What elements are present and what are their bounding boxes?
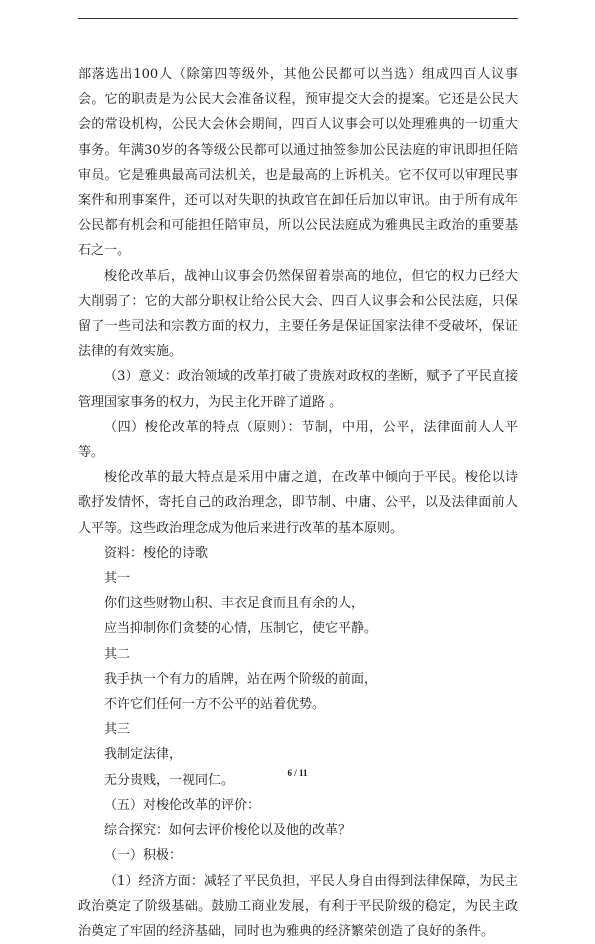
poem-1-line-2: 应当抑制你们贪婪的心情，压制它，使它平静。 xyxy=(78,616,518,641)
paragraph-areopagus: 梭伦改革后，战神山议事会仍然保留着崇高的地位，但它的权力已经大大削弱了：它的大部分职权让给公民大会、四百人议事会和公民法庭，只保留了一些司法和宗教方面的权力，主要任务是保证国家法律不受破坏，保证法律的有效实施。 xyxy=(78,264,518,365)
material-title: 资料：梭伦的诗歌 xyxy=(78,541,518,566)
paragraph-council-courts: 部落选出100人（除第四等级外，其他公民都可以当选）组成四百人议事会。它的职责是为公民大会准备议程，预审提交大会的提案。它还是公民大会的常设机构，公民大会休会期间，四百人议事会可以处理雅典的一切重大事务。年满30岁的各等级公民都可以通过抽签参加公民法庭的审讯即担任陪审员。它是雅典最高司法机关，也是最高的上诉机关。它不仅可以审理民事案件和刑事案件，还可以对失职的执政官在卸任后加以审讯。由于所有成年公民都有机会和可能担任陪审员，所以公民法庭成为雅典民主政治的重要基石之一。 xyxy=(78,62,518,264)
poem-2-line-2: 不许它们任何一方不公平的站着优势。 xyxy=(78,692,518,717)
poem-2-heading: 其二 xyxy=(78,642,518,667)
inquiry-question: 综合探究：如何去评价梭伦以及他的改革？ xyxy=(78,818,518,843)
paragraph-economic: （1）经济方面：减轻了平民负担，平民人身自由得到法律保障，为民主政治奠定了阶级基础。鼓励工商业发展，有利于平民阶级的稳定，为民主政治奠定了牢固的经济基础，同时也为雅典的经济繁荣创造了良好的条件。 xyxy=(78,869,518,944)
heading-characteristics: （四）梭伦改革的特点（原则）：节制，中用，公平，法律面前人人平等。 xyxy=(78,415,518,465)
header-rule xyxy=(78,18,518,19)
heading-positive: （一）积极： xyxy=(78,843,518,868)
poem-1-heading: 其一 xyxy=(78,566,518,591)
document-body xyxy=(78,62,518,944)
poem-1-line-1: 你们这些财物山积、丰衣足食而且有余的人， xyxy=(78,591,518,616)
poem-3-line-1: 我制定法律， xyxy=(78,742,518,767)
poem-2-line-1: 我手执一个有力的盾牌，站在两个阶级的前面， xyxy=(78,667,518,692)
paragraph-characteristics: 梭伦改革的最大特点是采用中庸之道，在改革中倾向于平民。梭伦以诗歌抒发情怀，寄托自己的政治理念，即节制、中庸、公平，以及法律面前人人平等。这些政治理念成为他后来进行改革的基本原则。 xyxy=(78,465,518,541)
heading-evaluation: （五）对梭伦改革的评价： xyxy=(78,793,518,818)
poem-3-line-2: 无分贵贱，一视同仁。 xyxy=(78,768,518,793)
poem-3-heading: 其三 xyxy=(78,717,518,742)
page-number: 6 / 11 xyxy=(0,768,595,778)
paragraph-significance: （3）意义：政治领域的改革打破了贵族对政权的垄断，赋予了平民直接管理国家事务的权力，为民主化开辟了道路 。 xyxy=(78,364,518,414)
